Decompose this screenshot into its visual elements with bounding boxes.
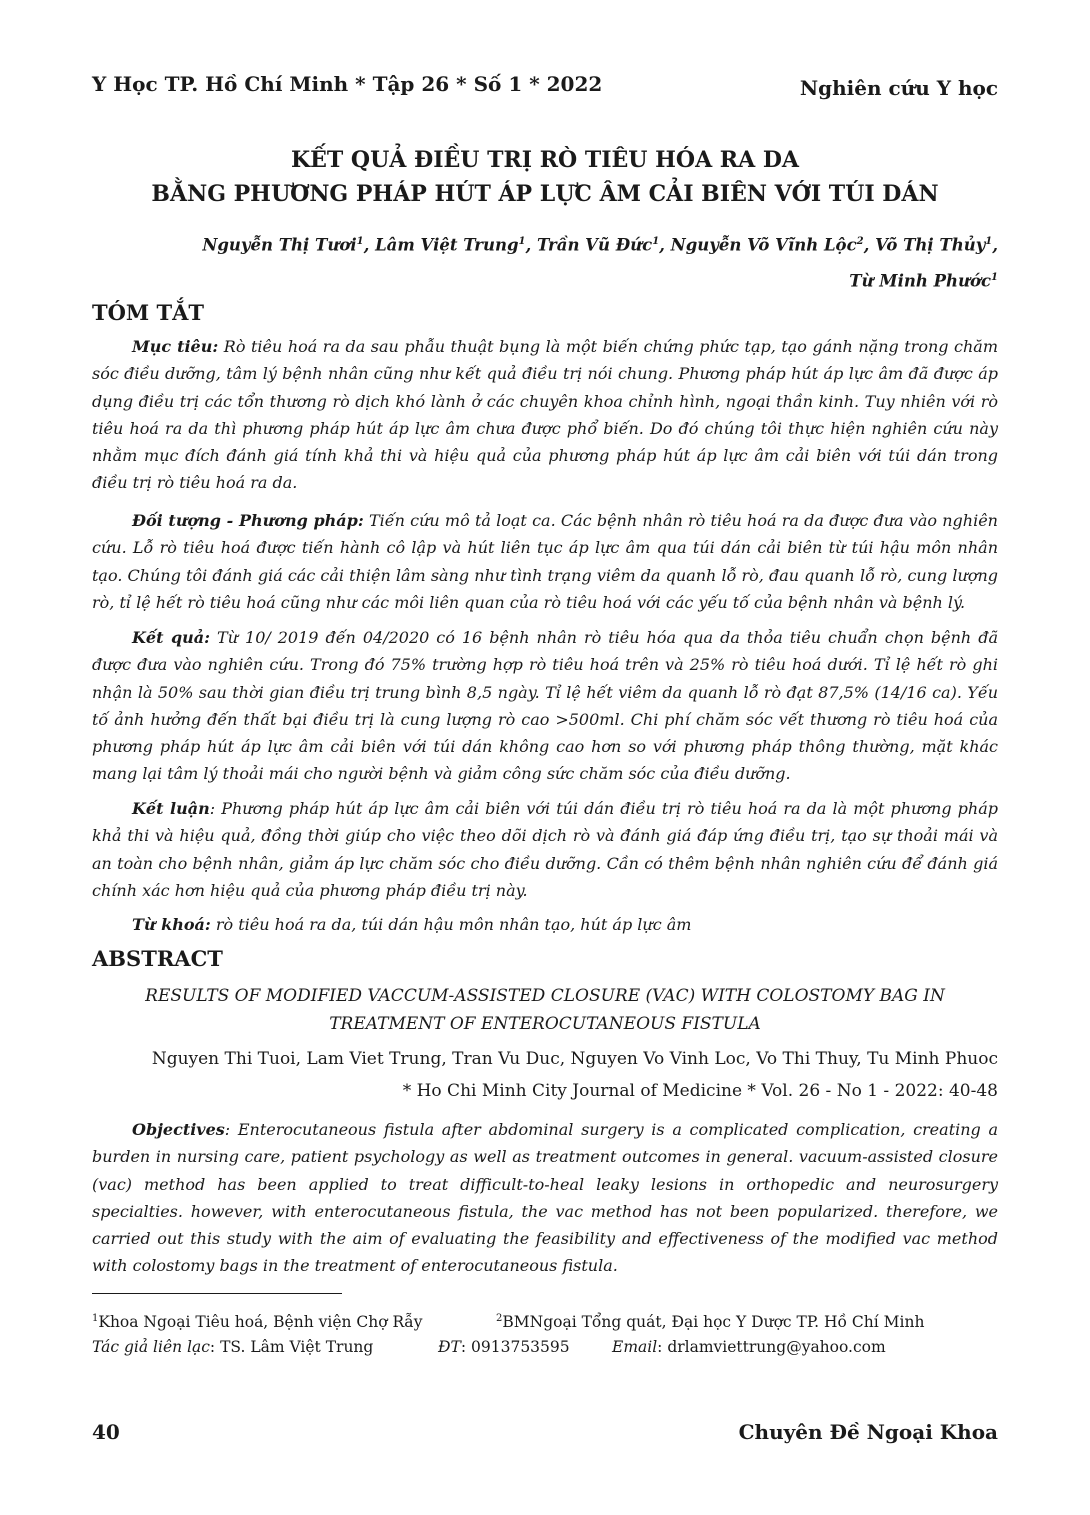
title-line-1: KẾT QUẢ ĐIỀU TRỊ RÒ TIÊU HÓA RA DA	[291, 147, 799, 173]
abstract-heading: ABSTRACT	[92, 946, 223, 971]
objective-label: Mục tiêu:	[132, 337, 219, 356]
running-header	[92, 72, 998, 102]
english-title-line-2: TREATMENT OF ENTEROCUTANEOUS FISTULA	[329, 1014, 761, 1034]
methods-label: Đối tượng - Phương pháp:	[132, 511, 364, 530]
corresponding-author: Tác giả liên lạc: TS. Lâm Việt Trung	[92, 1338, 374, 1356]
results-label: Kết quả:	[132, 628, 211, 647]
section-name: Nghiên cứu Y học	[799, 76, 998, 100]
conclusion-paragraph	[92, 795, 998, 904]
running-footer	[92, 1420, 998, 1450]
keywords-text: rò tiêu hoá ra da, túi dán hậu môn nhân tạo, hút áp lực âm	[215, 915, 692, 934]
affiliation-marker: 2	[856, 236, 864, 247]
page-number: 40	[92, 1420, 120, 1444]
affiliation-marker: 1	[985, 236, 993, 247]
phone-number: ĐT: 0913753595	[438, 1338, 570, 1356]
affiliation-2: $^2$BMNgoại Tổng quát, Đại học Y Dược TP. Hồ Chí Minh	[496, 1313, 925, 1332]
affiliation-1: $^1$Khoa Ngoại Tiêu hoá, Bệnh viện Chợ Rẫy	[92, 1313, 423, 1332]
english-title	[92, 982, 998, 1038]
affiliation-marker: 1	[518, 236, 526, 247]
methods-paragraph	[92, 507, 998, 616]
summary-heading: TÓM TẮT	[92, 300, 205, 325]
results-paragraph	[92, 624, 998, 788]
author-name: Nguyễn Thị Tươi	[202, 235, 357, 255]
article-title	[92, 143, 998, 211]
author-name: Võ Thị Thủy	[875, 235, 986, 255]
issue-title: Chuyên Đề Ngoại Khoa	[738, 1420, 998, 1444]
objective-paragraph	[92, 333, 998, 497]
results-text: Từ 10/ 2019 đến 04/2020 có 16 bệnh nhân rò tiêu hóa qua da thỏa tiêu chuẩn chọn bệnh đã được đưa vào nghiên cứu. Trong đó 75% trường hợp rò tiêu hoá trên và 25% rò tiêu hoá dưới. Tỉ lệ hết rò ghi nhận là 50% sau thời gian điều trị trung bình 8,5 ngày. Tỉ lệ hết viêm da quanh lỗ rò đạt 87,5% (14/16 ca). Yếu tố ảnh hưởng đến thất bại điều trị là cung lượng rò cao >500ml. Chi phí chăm sóc vết thương rò tiêu hoá của phương pháp hút áp lực âm cải biên với túi dán không cao hơn so với phương pháp thông thường, mặt khác mang lại tâm lý thoải mái cho người bệnh và giảm công sức chăm sóc của điều dưỡng.	[92, 628, 999, 784]
english-authors-block	[92, 1043, 998, 1107]
author-name: Lâm Việt Trung	[375, 235, 519, 255]
affiliation-marker: 1	[652, 236, 660, 247]
author-name: Nguyễn Võ Vĩnh Lộc	[670, 235, 857, 255]
title-line-2: BẰNG PHƯƠNG PHÁP HÚT ÁP LỰC ÂM CẢI BIÊN VỚI TÚI DÁN	[151, 181, 939, 207]
keywords-paragraph	[92, 911, 998, 938]
affiliation-marker: 1	[356, 236, 364, 247]
english-authors: Nguyen Thi Tuoi, Lam Viet Trung, Tran Vu Duc, Nguyen Vo Vinh Loc, Vo Thi Thuy, Tu Minh Phuoc	[151, 1049, 998, 1069]
author-line-1: Nguyễn Thị Tươi$^1$, Lâm Việt Trung$^1$, Trần Vũ Đức$^1$, Nguyễn Võ Vĩnh Lộc$^2$, Võ Thị Thủy$^1$,	[202, 235, 998, 255]
keywords-label: Từ khoá:	[132, 915, 211, 934]
footnote-divider	[92, 1293, 342, 1294]
journal-citation: Y Học TP. Hồ Chí Minh * Tập 26 * Số 1 * 2022	[92, 72, 603, 96]
author-list	[92, 226, 998, 297]
objective-text: Rò tiêu hoá ra da sau phẫu thuật bụng là một biến chứng phức tạp, tạo gánh nặng trong chăm sóc điều dưỡng, tâm lý bệnh nhân cũng như kết quả điều trị nói chung. Phương pháp hút áp lực âm đã được áp dụng điều trị các tổn thương rò dịch khó lành ở các chuyên khoa chỉnh hình, ngoại thần kinh. Tuy nhiên với rò tiêu hoá ra da thì phương pháp hút áp lực âm chưa được phổ biến. Do đó chúng tôi thực hiện nghiên cứu này nhằm mục đích đánh giá tính khả thi và hiệu quả của phương pháp hút áp lực âm cải biên với túi dán trong điều trị rò tiêu hoá ra da.	[92, 337, 999, 493]
objectives-label: Objectives	[132, 1120, 225, 1139]
email-address: Email: drlamviettrung@yahoo.com	[612, 1338, 886, 1356]
affiliation-marker: 1	[991, 271, 998, 283]
author-name: Từ Minh Phước	[849, 271, 992, 290]
english-citation: * Ho Chi Minh City Journal of Medicine * Vol. 26 - No 1 - 2022: 40-48	[402, 1081, 998, 1101]
author-line-2	[92, 262, 998, 298]
conclusion-text: : Phương pháp hút áp lực âm cải biên với túi dán điều trị rò tiêu hoá ra da là một phương pháp khả thi và hiệu quả, đồng thời giúp cho việc theo dõi dịch rò và đánh giá đáp ứng điều trị, tạo sự thoải mái và an toàn cho bệnh nhân, giảm áp lực chăm sóc cho điều dưỡng. Cần có thêm bệnh nhân nghiên cứu để đánh giá chính xác hơn hiệu quả của phương pháp điều trị này.	[92, 799, 998, 900]
conclusion-label: Kết luận	[132, 799, 210, 818]
objectives-paragraph	[92, 1116, 998, 1280]
author-name: Trần Vũ Đức	[536, 235, 653, 255]
journal-page	[92, 0, 998, 1515]
methods-text: Tiến cứu mô tả loạt ca. Các bệnh nhân rò tiêu hoá ra da được đưa vào nghiên cứu. Lỗ rò tiêu hoá được tiến hành cô lập và hút liên tục áp lực âm qua túi dán cải biên từ túi hậu môn nhân tạo. Chúng tôi đánh giá các cải thiện lâm sàng như tình trạng viêm da quanh lỗ rò, đau quanh lỗ rò, cung lượng rò, tỉ lệ hết rò tiêu hoá cũng như các môi liên quan của rò tiêu hoá với các yếu tố của bệnh nhân và bệnh lý.	[92, 511, 998, 612]
objectives-text: : Enterocutaneous fistula after abdominal surgery is a complicated complication, creating a burden in nursing care, patient psychology as well as treatment outcomes in general. vacuum-assisted closure (vac) method has been applied to treat difficult-to-heal leaky lesions in orthopedic and neurosurgery specialties. however, with enterocutaneous fistula, the vac method has not been popularized. therefore, we carried out this study with the aim of evaluating the feasibility and effectiveness of the modified vac method with colostomy bags in the treatment of enterocutaneous fistula.	[92, 1120, 998, 1276]
english-title-line-1: RESULTS OF MODIFIED VACCUM-ASSISTED CLOSURE (VAC) WITH COLOSTOMY BAG IN	[145, 986, 945, 1006]
